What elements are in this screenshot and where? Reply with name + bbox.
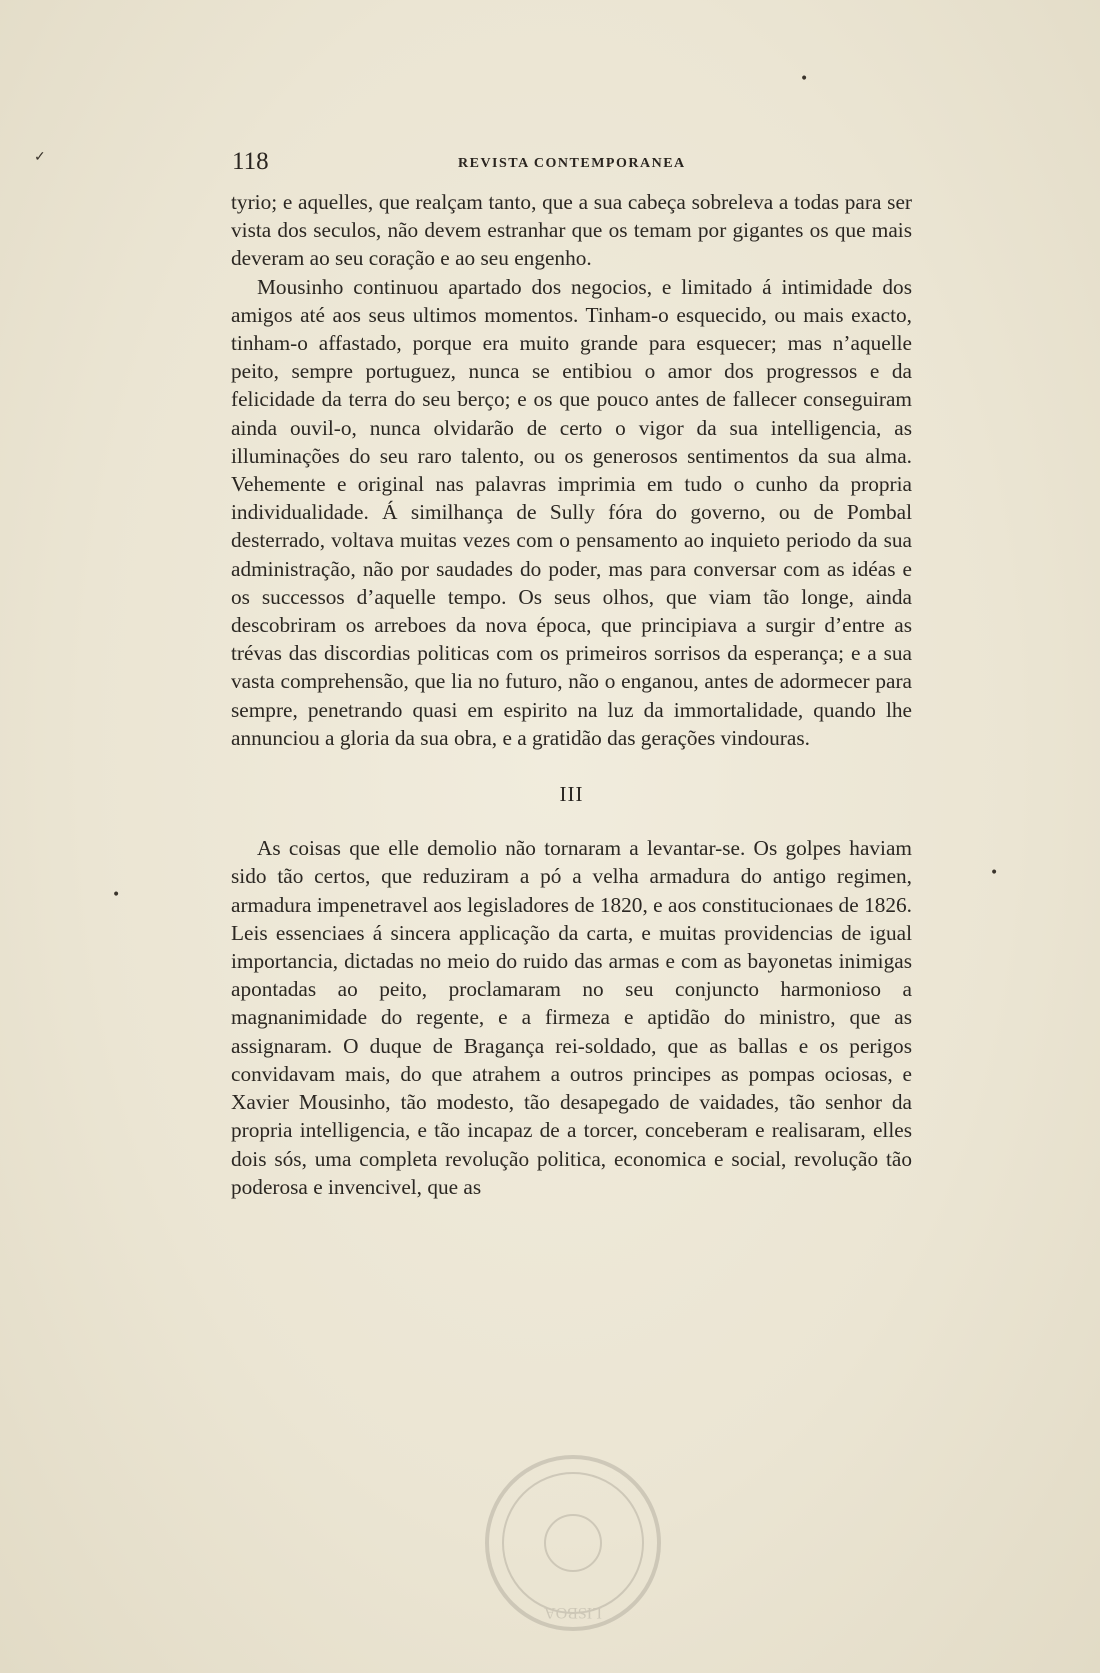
stamp-text: LISBOA [544, 1604, 602, 1621]
body-text [231, 188, 912, 1201]
margin-dot: • [112, 887, 121, 903]
margin-mark: ✓ [34, 149, 46, 165]
page-number: 118 [232, 148, 269, 175]
running-title: REVISTA CONTEMPORANEA [458, 156, 686, 171]
paragraph-2: Mousinho continuou apartado dos negocios, e limitado á intimidade dos amigos até aos seus ultimos momentos. Tinham-o esquecido, ou mais exacto, tinham-o affastado, porque era muito grande para esquecer; mas n’aquelle peito, sempre portuguez, nunca se entibiou o amor dos progressos e da felicidade da terra do seu berço; e os que pouco antes de fallecer conseguiram ainda ouvil-o, nunca olvidarão de certo o vigor da sua intelligencia, as illuminações do seu raro talento, ou os generosos sentimentos da sua alma. Vehemente e original nas palavras imprimia em tudo o cunho da propria individualidade. Á similhança de Sully fóra do governo, ou de Pombal desterrado, voltava muitas vezes com o pensamento ao inquieto periodo da sua administração, não por saudades do poder, mas para conversar com as idéas e os successos d’aquelle tempo. Os seus olhos, que viam tão longe, ainda descobriram os arreboes da nova época, que principiava a surgir d’entre as trévas das discordias politicas com os primeiros sorrisos da esperança; e a sua vasta comprehensão, que lia no futuro, não o enganou, antes de adormecer para sempre, penetrando quasi em espirito na luz da immortalidade, quando lhe annunciou a gloria da sua obra, e a gratidão das gerações vindouras. [231, 274, 912, 750]
margin-dot: • [990, 865, 999, 881]
paragraph-3: As coisas que elle demolio não tornaram a levantar-se. Os golpes haviam sido tão certos, que reduziram a pó a velha armadura do antigo regimen, armadura impenetravel aos legisladores de 1820, e aos constitucionaes de 1826. Leis essenciaes á sincera applicação da carta, e muitas providencias de igual importancia, dictadas no meio do ruido das armas e com as bayonetas inimigas apontadas ao peito, proclamaram no seu conjuncto harmonioso a magnanimidade do regente, e a firmeza e aptidão do ministro, que as assignaram. O duque de Bragança rei-soldado, que as ballas e os perigos convidavam mais, do que atrahem a outros principes as pompas ociosas, e Xavier Mousinho, tão modesto, tão desapegado de vaidades, tão senhor da propria intelligencia, e tão incapaz de a torcer, conceberam e realisaram, elles dois sós, uma completa revolução politica, economica e social, revolução tão poderosa e invencivel, que as [231, 836, 912, 1199]
section-heading: III [559, 782, 584, 807]
page-header [232, 148, 922, 178]
library-stamp [478, 1448, 668, 1638]
margin-dot: • [800, 71, 809, 87]
paragraph-1: tyrio; e aquelles, que realçam tanto, que a sua cabeça sobreleva a todas para ser vista dos seculos, não devem estranhar que os temam por gigantes os que mais deveram ao seu coração e ao seu engenho. [231, 190, 912, 271]
